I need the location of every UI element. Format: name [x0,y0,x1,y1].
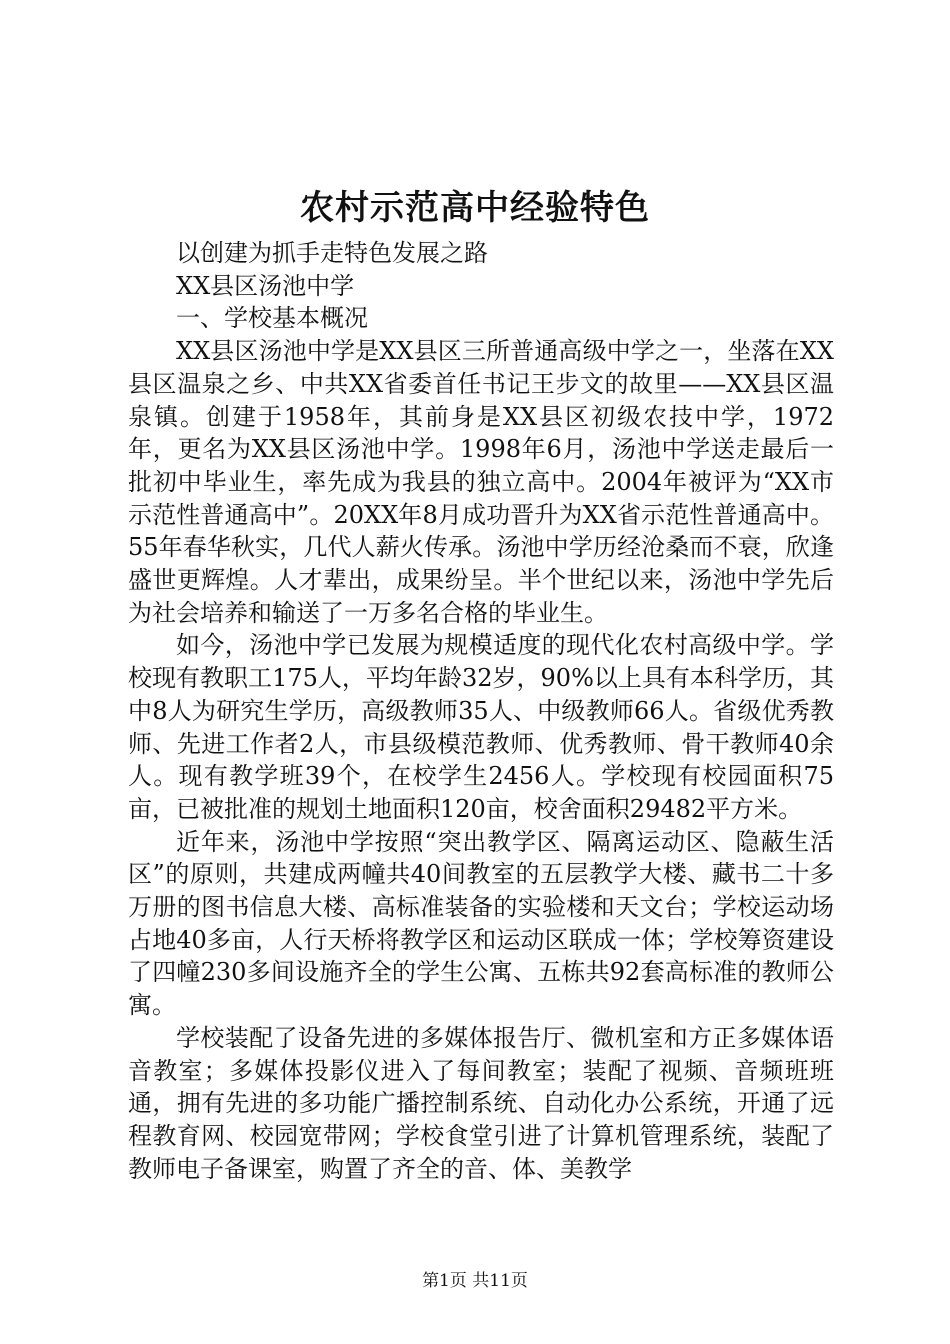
page-number-footer: 第1页 共11页 [422,1271,528,1291]
document-body [128,237,834,1185]
body-paragraph: 学校装配了设备先进的多媒体报告厅、微机室和方正多媒体语音教室；多媒体投影仪进入了每间教室；装配了视频、音频班班通，拥有先进的多功能广播控制系统、自动化办公系统，开通了远程教育网、校园宽带网；学校食堂引进了计算机管理系统，装配了教师电子备课室，购置了齐全的音、体、美教学 [128,1023,834,1183]
section-heading: 一、学校基本概况 [176,304,368,333]
document-title: 农村示范高中经验特色 [300,188,650,228]
school-name-paragraph: XX县区汤池中学 [176,271,355,300]
body-paragraph: 近年来，汤池中学按照“突出教学区、隔离运动区、隐蔽生活区”的原则，共建成两幢共40间教室的五层教学大楼、藏书二十多万册的图书信息大楼、高标准装备的实验楼和天文台；学校运动场占地40多亩，人行天桥将教学区和运动区联成一体；学校筹资建设了四幢230多间设施齐全的学生公寓、五栋共92套高标准的教师公寓。 [128,827,834,1020]
body-paragraph: XX县区汤池中学是XX县区三所普通高级中学之一，坐落在XX县区温泉之乡、中共XX省委首任书记王步文的故里——XX县区温泉镇。创建于1958年，其前身是XX县区初级农技中学，1972年，更名为XX县区汤池中学。1998年6月，汤池中学送走最后一批初中毕业生，率先成为我县的独立高中。2004年被评为“XX市示范性普通高中”。20XX年8月成功晋升为XX省示范性普通高中。55年春华秋实，几代人薪火传承。汤池中学历经沧桑而不衰，欣逢盛世更辉煌。人才辈出，成果纷呈。半个世纪以来，汤池中学先后为社会培养和输送了一万多名合格的毕业生。 [128,337,834,627]
subtitle-paragraph: 以创建为抓手走特色发展之路 [176,239,488,267]
body-paragraph: 如今，汤池中学已发展为规模适度的现代化农村高级中学。学校现有教职工175人，平均年龄32岁，90%以上具有本科学历，其中8人为研究生学历，高级教师35人、中级教师66人。省级优秀教师、先进工作者2人，市县级模范教师、优秀教师、骨干教师40余人。现有教学班39个，在校学生2456人。学校现有校园面积75亩，已被批准的规划土地面积120亩，校舍面积29482平方米。 [128,631,834,823]
